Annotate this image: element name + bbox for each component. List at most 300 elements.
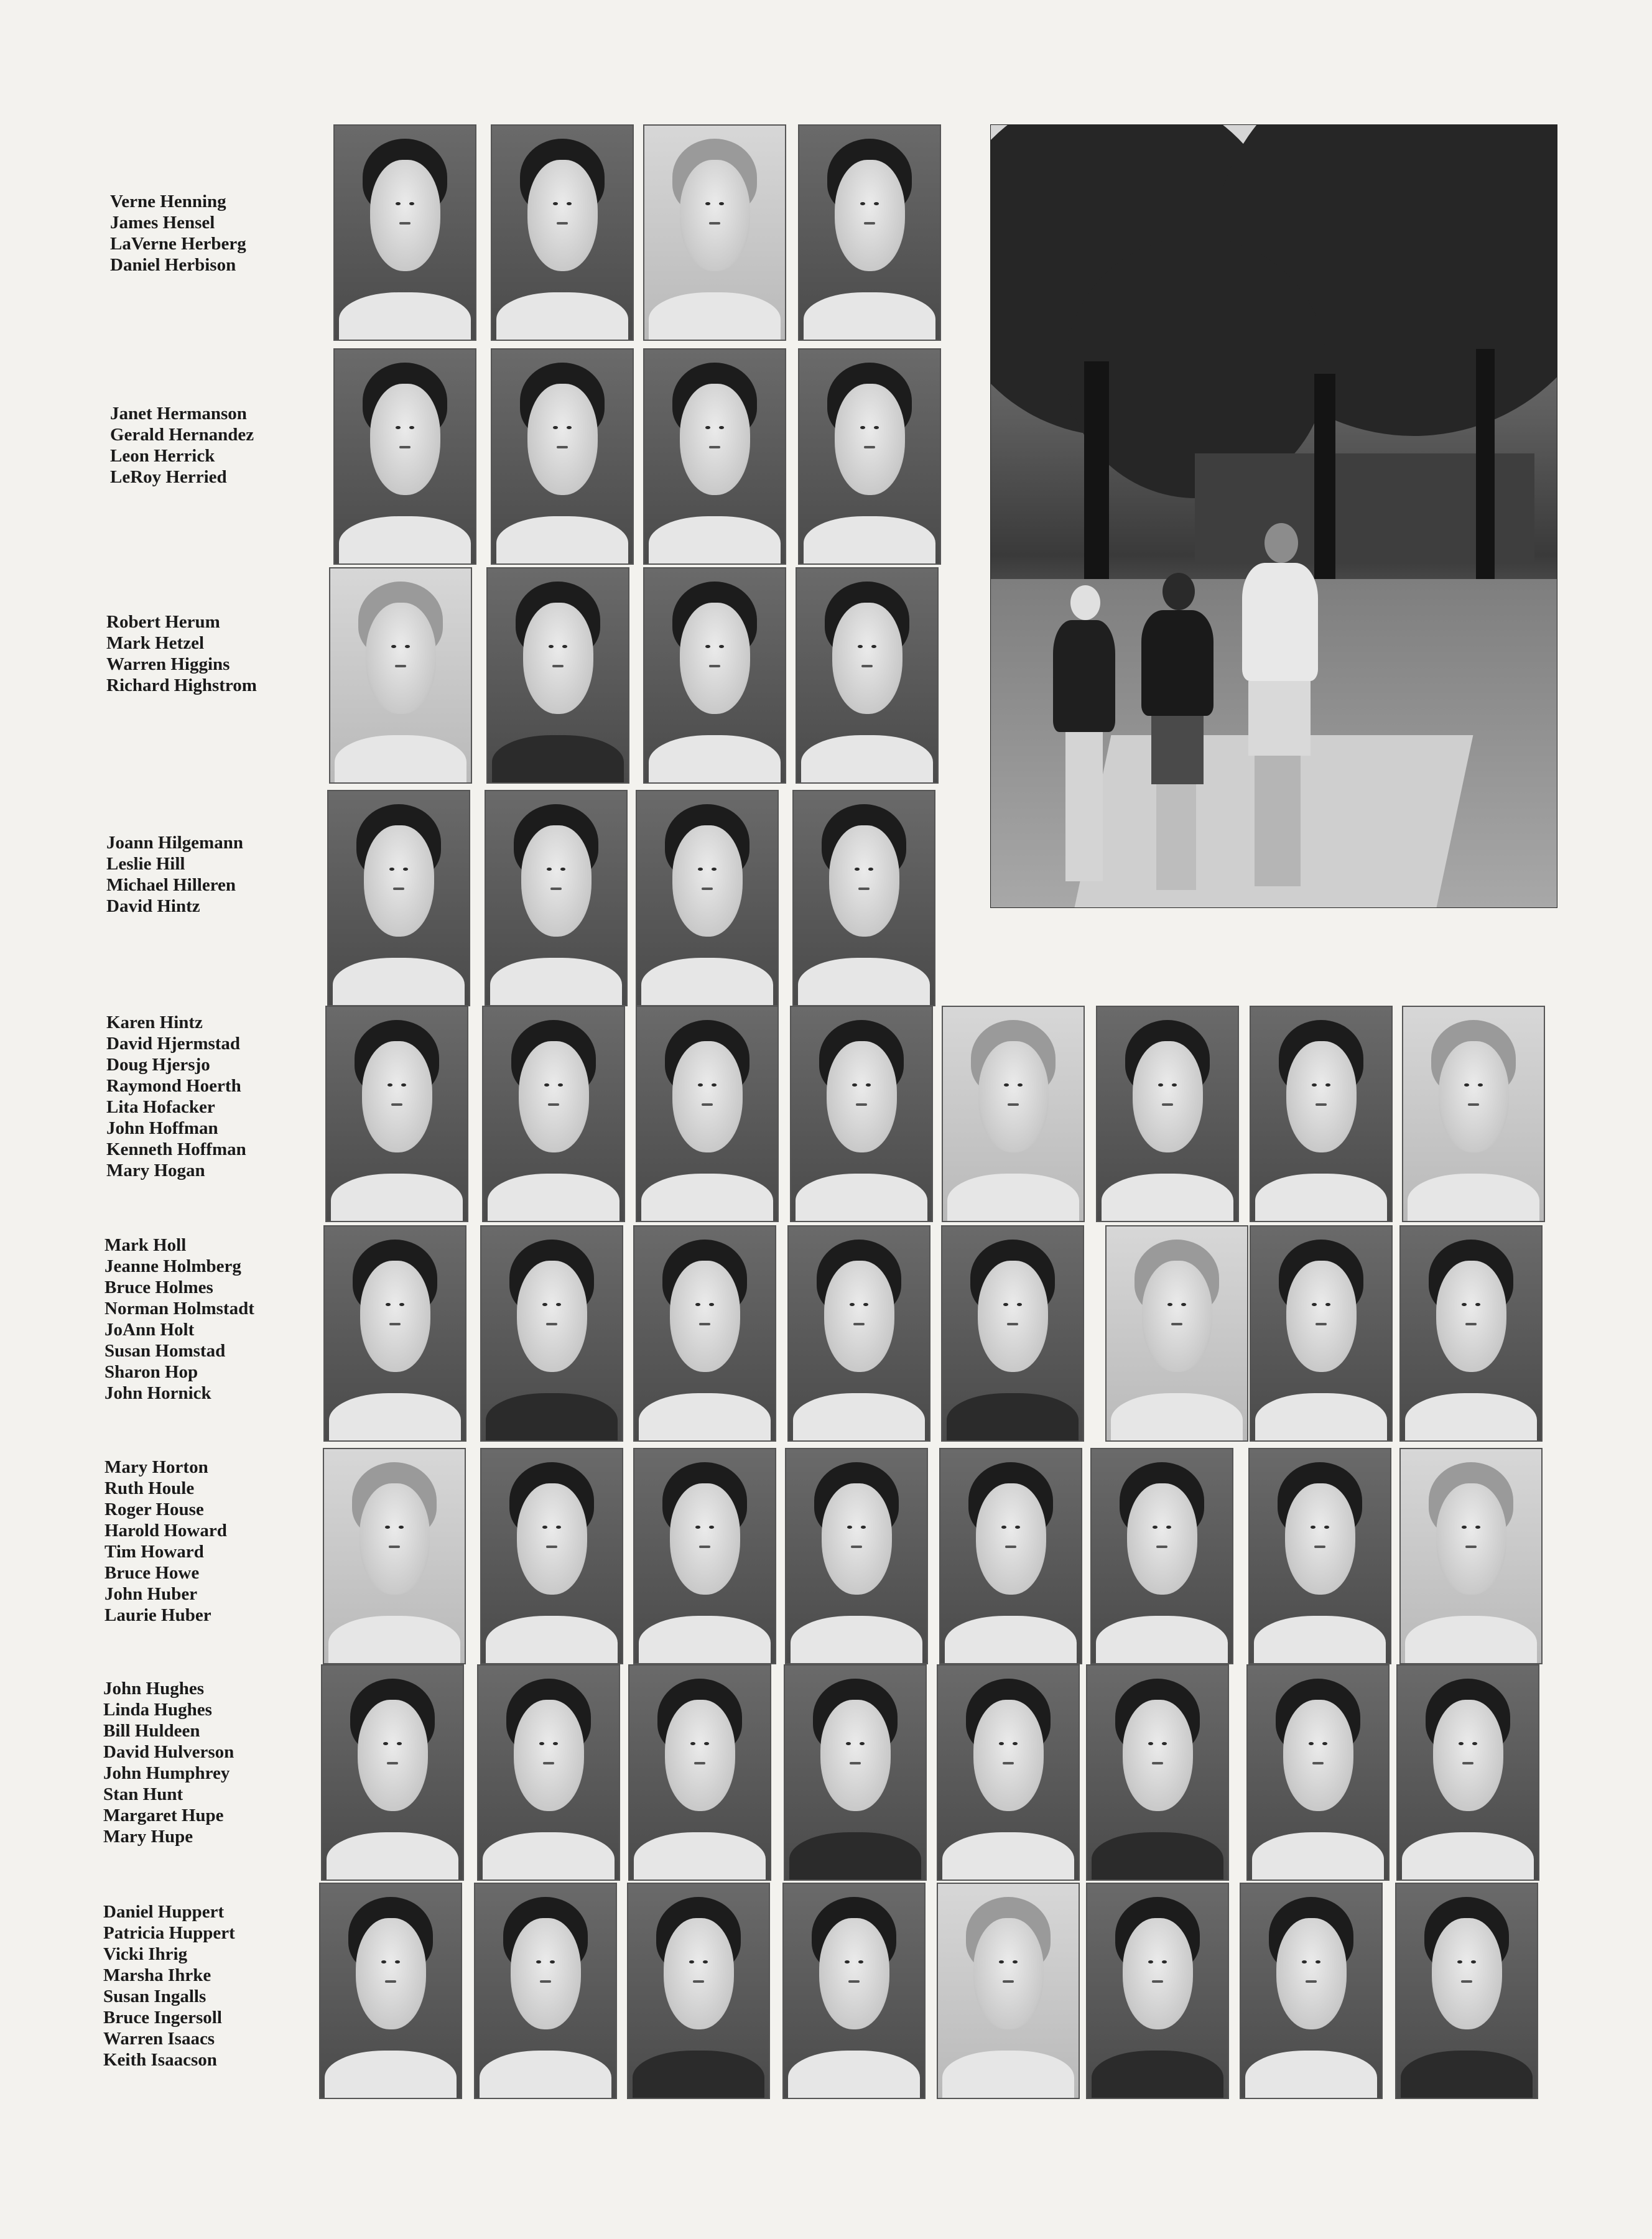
portrait-face	[1432, 1918, 1502, 2029]
portrait-shirt	[804, 516, 935, 565]
portrait-mouth	[395, 665, 406, 667]
portrait-shirt	[796, 1174, 927, 1222]
student-portrait	[486, 567, 629, 784]
student-name: Joann Hilgemann	[106, 833, 243, 853]
portrait-shirt	[335, 735, 466, 784]
student-portrait	[319, 1883, 462, 2099]
student-name: Norman Holmstadt	[104, 1299, 254, 1319]
portrait-shirt	[1102, 1174, 1233, 1222]
walking-student	[1233, 523, 1327, 896]
portrait-eye	[712, 1083, 717, 1087]
student-name: Susan Ingalls	[103, 1986, 206, 2006]
portrait-eye	[536, 1960, 541, 1963]
portrait-face	[827, 1041, 897, 1152]
portrait-shirt	[1405, 1616, 1537, 1664]
portrait-eye	[852, 1083, 857, 1087]
portrait-eye	[1003, 1303, 1008, 1306]
portrait-mouth	[1461, 1980, 1472, 1983]
portrait-eye	[549, 645, 554, 648]
portrait-eye	[1475, 1526, 1480, 1529]
portrait-face	[514, 1700, 584, 1811]
portrait-mouth	[399, 446, 411, 448]
student-name: Robert Herum	[106, 612, 220, 632]
portrait-eye	[1153, 1526, 1158, 1529]
student-portrait	[482, 1006, 625, 1222]
student-portrait	[1395, 1883, 1538, 2099]
student-name: Daniel Huppert	[103, 1902, 225, 1922]
portrait-mouth	[699, 1323, 710, 1325]
portrait-shirt	[486, 1393, 618, 1442]
portrait-eye	[553, 426, 558, 429]
portrait-mouth	[864, 222, 875, 225]
portrait-shirt	[1401, 2051, 1533, 2099]
portrait-shirt	[327, 1832, 458, 1881]
portrait-shirt	[339, 516, 471, 565]
portrait-eye	[544, 1083, 549, 1087]
student-portrait	[1086, 1883, 1229, 2099]
student-name: Raymond Hoerth	[106, 1076, 241, 1096]
student-portrait	[790, 1006, 933, 1222]
portrait-eye	[712, 868, 717, 871]
student-portrait	[1250, 1006, 1393, 1222]
portrait-shirt	[325, 2051, 457, 2099]
portrait-eye	[396, 426, 401, 429]
portrait-mouth	[864, 446, 875, 448]
student-portrait	[633, 1225, 776, 1442]
student-name: Richard Highstrom	[106, 675, 257, 695]
portrait-eye	[1166, 1526, 1171, 1529]
portrait-mouth	[552, 665, 564, 667]
portrait-mouth	[393, 888, 404, 890]
student-portrait	[643, 348, 786, 565]
portrait-shirt	[333, 958, 465, 1006]
student-portrait	[1399, 1448, 1543, 1664]
portrait-mouth	[1008, 1103, 1019, 1106]
portrait-eye	[999, 1960, 1004, 1963]
portrait-eye	[709, 1526, 714, 1529]
portrait-mouth	[1465, 1323, 1477, 1325]
portrait-eye	[1464, 1083, 1469, 1087]
portrait-eye	[558, 1083, 563, 1087]
name-list	[103, 1901, 235, 2070]
portrait-eye	[850, 1303, 855, 1306]
student-portrait	[480, 1225, 623, 1442]
portrait-mouth	[861, 665, 873, 667]
portrait-shirt	[788, 2051, 920, 2099]
portrait-face	[358, 1700, 428, 1811]
portrait-face	[1142, 1261, 1212, 1372]
portrait-eye	[860, 426, 865, 429]
portrait-mouth	[1314, 1546, 1325, 1548]
portrait-shirt	[641, 958, 773, 1006]
student-portrait	[1105, 1225, 1248, 1442]
portrait-eye	[567, 426, 572, 429]
portrait-eye	[560, 868, 565, 871]
student-name: James Hensel	[110, 213, 215, 233]
name-list	[104, 1457, 227, 1626]
portrait-eye	[1472, 1742, 1477, 1745]
portrait-eye	[719, 645, 724, 648]
portrait-face	[511, 1918, 581, 2029]
portrait-shirt	[801, 735, 933, 784]
walking-student	[1134, 573, 1221, 896]
portrait-eye	[866, 1083, 871, 1087]
portrait-eye	[542, 1303, 547, 1306]
student-name: Leon Herrick	[110, 446, 215, 466]
student-name: LaVerne Herberg	[110, 234, 246, 254]
portrait-face	[1283, 1700, 1353, 1811]
portrait-eye	[1181, 1303, 1186, 1306]
portrait-eye	[690, 1742, 695, 1745]
portrait-mouth	[543, 1762, 554, 1764]
portrait-mouth	[389, 1323, 401, 1325]
student-name: Warren Isaacs	[103, 2029, 215, 2049]
portrait-mouth	[399, 222, 411, 225]
portrait-mouth	[1152, 1980, 1163, 1983]
portrait-mouth	[709, 222, 720, 225]
student-portrait	[323, 1448, 466, 1664]
portrait-mouth	[1005, 1546, 1016, 1548]
portrait-face	[366, 603, 436, 714]
student-portrait	[1250, 1225, 1393, 1442]
student-name: Karen Hintz	[106, 1013, 203, 1032]
student-name: Keith Isaacson	[103, 2050, 217, 2070]
portrait-eye	[1162, 1742, 1167, 1745]
portrait-eye	[381, 1960, 386, 1963]
portrait-eye	[860, 1742, 865, 1745]
portrait-mouth	[546, 1546, 557, 1548]
portrait-mouth	[1003, 1762, 1014, 1764]
portrait-mouth	[1152, 1762, 1163, 1764]
portrait-eye	[1001, 1526, 1006, 1529]
portrait-shirt	[942, 1832, 1074, 1881]
portrait-shirt	[639, 1393, 771, 1442]
portrait-eye	[553, 1742, 558, 1745]
student-name: John Humphrey	[103, 1763, 230, 1783]
student-portrait	[491, 348, 634, 565]
portrait-face	[1286, 1041, 1357, 1152]
student-name: Roger House	[104, 1500, 204, 1519]
portrait-eye	[1322, 1742, 1327, 1745]
portrait-shirt	[791, 1616, 922, 1664]
portrait-face	[370, 160, 440, 271]
portrait-face	[978, 1261, 1048, 1372]
student-portrait	[633, 1448, 776, 1664]
portrait-face	[835, 384, 905, 495]
portrait-shirt	[1092, 2051, 1223, 2099]
portrait-face	[523, 603, 593, 714]
portrait-eye	[695, 1526, 700, 1529]
student-portrait	[1246, 1664, 1390, 1881]
portrait-eye	[1302, 1960, 1307, 1963]
portrait-face	[1133, 1041, 1203, 1152]
student-portrait	[1396, 1664, 1539, 1881]
portrait-eye	[409, 202, 414, 205]
student-name: Bruce Ingersoll	[103, 2008, 222, 2028]
portrait-eye	[1013, 1960, 1018, 1963]
student-name: Mark Hetzel	[106, 633, 205, 653]
portrait-eye	[855, 868, 860, 871]
portrait-mouth	[1312, 1762, 1324, 1764]
portrait-mouth	[387, 1762, 398, 1764]
portrait-mouth	[848, 1980, 860, 1983]
portrait-mouth	[540, 1980, 551, 1983]
portrait-shirt	[649, 516, 781, 565]
portrait-face	[832, 603, 903, 714]
portrait-shirt	[793, 1393, 925, 1442]
student-name: Lita Hofacker	[106, 1097, 215, 1117]
portrait-eye	[1325, 1083, 1330, 1087]
portrait-shirt	[492, 735, 624, 784]
portrait-face	[978, 1041, 1049, 1152]
portrait-mouth	[548, 1103, 559, 1106]
student-portrait	[784, 1664, 927, 1881]
name-list	[110, 191, 246, 276]
portrait-face	[680, 160, 750, 271]
student-name: JoAnn Holt	[104, 1320, 195, 1340]
student-portrait	[477, 1664, 620, 1881]
portrait-eye	[1172, 1083, 1177, 1087]
portrait-eye	[1316, 1960, 1320, 1963]
student-name: Warren Higgins	[106, 654, 230, 674]
student-name: Margaret Hupe	[103, 1806, 224, 1825]
portrait-shirt	[1255, 1393, 1387, 1442]
portrait-eye	[542, 1526, 547, 1529]
student-portrait	[636, 790, 779, 1006]
student-name: Susan Homstad	[104, 1341, 226, 1361]
student-portrait	[1399, 1225, 1543, 1442]
portrait-eye	[695, 1303, 700, 1306]
portrait-eye	[1148, 1742, 1153, 1745]
portrait-eye	[399, 1526, 404, 1529]
portrait-mouth	[699, 1546, 710, 1548]
portrait-eye	[704, 1742, 709, 1745]
student-portrait	[636, 1006, 779, 1222]
student-name: Bruce Holmes	[104, 1277, 213, 1297]
portrait-eye	[874, 202, 879, 205]
student-name: Jeanne Holmberg	[104, 1256, 241, 1276]
portrait-mouth	[693, 1980, 704, 1983]
student-name: Doug Hjersjo	[106, 1055, 210, 1075]
student-portrait	[327, 790, 470, 1006]
name-list	[110, 403, 254, 488]
portrait-eye	[1148, 1960, 1153, 1963]
portrait-face	[680, 384, 750, 495]
student-name: Bruce Howe	[104, 1563, 200, 1583]
student-name: Marsha Ihrke	[103, 1965, 211, 1985]
portrait-mouth	[1316, 1103, 1327, 1106]
portrait-face	[665, 1700, 735, 1811]
portrait-eye	[1324, 1526, 1329, 1529]
campus-scene-photo	[990, 124, 1557, 908]
portrait-eye	[389, 868, 394, 871]
portrait-face	[973, 1918, 1044, 2029]
portrait-eye	[550, 1960, 555, 1963]
portrait-eye	[567, 202, 572, 205]
portrait-shirt	[490, 958, 622, 1006]
portrait-shirt	[488, 1174, 620, 1222]
portrait-eye	[874, 426, 879, 429]
portrait-mouth	[391, 1103, 402, 1106]
portrait-face	[672, 1041, 743, 1152]
student-name: John Hornick	[104, 1383, 211, 1403]
student-portrait	[323, 1225, 466, 1442]
portrait-eye	[1325, 1303, 1330, 1306]
student-portrait	[798, 348, 941, 565]
portrait-eye	[547, 868, 552, 871]
student-portrait	[942, 1006, 1085, 1222]
portrait-mouth	[1156, 1546, 1167, 1548]
portrait-eye	[868, 868, 873, 871]
portrait-mouth	[557, 222, 568, 225]
portrait-eye	[1459, 1742, 1464, 1745]
student-portrait	[939, 1448, 1082, 1664]
student-portrait	[333, 124, 476, 341]
portrait-mouth	[851, 1546, 862, 1548]
student-name: Michael Hilleren	[106, 875, 236, 895]
student-name: Harold Howard	[104, 1521, 227, 1541]
portrait-eye	[1309, 1742, 1314, 1745]
portrait-eye	[1462, 1526, 1467, 1529]
portrait-eye	[391, 645, 396, 648]
portrait-face	[360, 1483, 430, 1595]
portrait-face	[517, 1483, 587, 1595]
portrait-face	[973, 1700, 1044, 1811]
portrait-eye	[1158, 1083, 1163, 1087]
portrait-shirt	[496, 516, 628, 565]
student-portrait	[1090, 1448, 1233, 1664]
student-name: Linda Hughes	[103, 1700, 212, 1720]
portrait-eye	[405, 645, 410, 648]
portrait-eye	[860, 202, 865, 205]
portrait-eye	[719, 426, 724, 429]
portrait-shirt	[947, 1174, 1079, 1222]
student-name: David Hjermstad	[106, 1034, 241, 1054]
student-name: Mary Horton	[104, 1457, 208, 1477]
student-portrait	[627, 1883, 770, 2099]
portrait-face	[1439, 1041, 1509, 1152]
name-list	[106, 832, 243, 917]
portrait-face	[824, 1261, 894, 1372]
portrait-shirt	[480, 2051, 611, 2099]
student-portrait	[937, 1883, 1080, 2099]
portrait-mouth	[550, 888, 562, 890]
portrait-face	[364, 825, 434, 937]
student-name: Laurie Huber	[104, 1605, 211, 1625]
portrait-face	[664, 1918, 734, 2029]
portrait-eye	[396, 202, 401, 205]
portrait-eye	[1162, 1960, 1167, 1963]
portrait-shirt	[649, 735, 781, 784]
student-name: Leslie Hill	[106, 854, 185, 874]
portrait-mouth	[1306, 1980, 1317, 1983]
portrait-shirt	[1402, 1832, 1534, 1881]
portrait-shirt	[1096, 1616, 1228, 1664]
portrait-shirt	[804, 292, 935, 341]
student-name: Tim Howard	[104, 1542, 204, 1562]
student-portrait	[643, 567, 786, 784]
portrait-face	[1436, 1483, 1506, 1595]
portrait-eye	[1017, 1303, 1022, 1306]
portrait-eye	[1167, 1303, 1172, 1306]
portrait-eye	[871, 645, 876, 648]
portrait-shirt	[1408, 1174, 1539, 1222]
portrait-eye	[397, 1742, 402, 1745]
portrait-mouth	[702, 888, 713, 890]
portrait-eye	[1471, 1960, 1476, 1963]
student-name: Bill Huldeen	[103, 1721, 200, 1741]
portrait-eye	[719, 202, 724, 205]
portrait-face	[527, 384, 598, 495]
portrait-face	[680, 603, 750, 714]
portrait-shirt	[339, 292, 471, 341]
student-portrait	[325, 1006, 468, 1222]
portrait-eye	[999, 1742, 1004, 1745]
student-name: John Hoffman	[106, 1118, 218, 1138]
student-portrait	[1086, 1664, 1229, 1881]
portrait-face	[1286, 1261, 1357, 1372]
portrait-mouth	[709, 665, 720, 667]
portrait-mouth	[1465, 1546, 1477, 1548]
student-portrait	[937, 1664, 1080, 1881]
portrait-shirt	[639, 1616, 771, 1664]
portrait-eye	[705, 426, 710, 429]
portrait-face	[1123, 1700, 1193, 1811]
portrait-shirt	[1252, 1832, 1384, 1881]
portrait-face	[1127, 1483, 1197, 1595]
student-portrait	[1402, 1006, 1545, 1222]
portrait-eye	[698, 868, 703, 871]
student-portrait	[329, 567, 472, 784]
student-portrait	[643, 124, 786, 341]
portrait-shirt	[798, 958, 930, 1006]
portrait-face	[521, 825, 592, 937]
portrait-mouth	[557, 446, 568, 448]
portrait-mouth	[858, 888, 870, 890]
portrait-eye	[1013, 1742, 1018, 1745]
student-portrait	[796, 567, 939, 784]
portrait-mouth	[1316, 1323, 1327, 1325]
portrait-face	[820, 1700, 891, 1811]
portrait-mouth	[546, 1323, 557, 1325]
portrait-eye	[1312, 1303, 1317, 1306]
portrait-eye	[705, 645, 710, 648]
student-portrait	[782, 1883, 926, 2099]
portrait-face	[670, 1261, 740, 1372]
portrait-shirt	[1255, 1174, 1387, 1222]
portrait-eye	[556, 1526, 561, 1529]
portrait-eye	[846, 1742, 851, 1745]
student-portrait	[333, 348, 476, 565]
portrait-eye	[863, 1303, 868, 1306]
portrait-eye	[395, 1960, 400, 1963]
student-name: Janet Hermanson	[110, 404, 247, 424]
portrait-shirt	[1245, 2051, 1377, 2099]
portrait-shirt	[634, 1832, 766, 1881]
portrait-mouth	[694, 1762, 705, 1764]
student-portrait	[485, 790, 628, 1006]
portrait-shirt	[483, 1832, 615, 1881]
portrait-eye	[858, 1960, 863, 1963]
portrait-mouth	[389, 1546, 400, 1548]
student-name: Verne Henning	[110, 192, 226, 211]
portrait-shirt	[942, 2051, 1074, 2099]
portrait-eye	[689, 1960, 694, 1963]
portrait-eye	[703, 1960, 708, 1963]
portrait-mouth	[850, 1762, 861, 1764]
portrait-face	[360, 1261, 430, 1372]
student-name: John Huber	[104, 1584, 198, 1604]
